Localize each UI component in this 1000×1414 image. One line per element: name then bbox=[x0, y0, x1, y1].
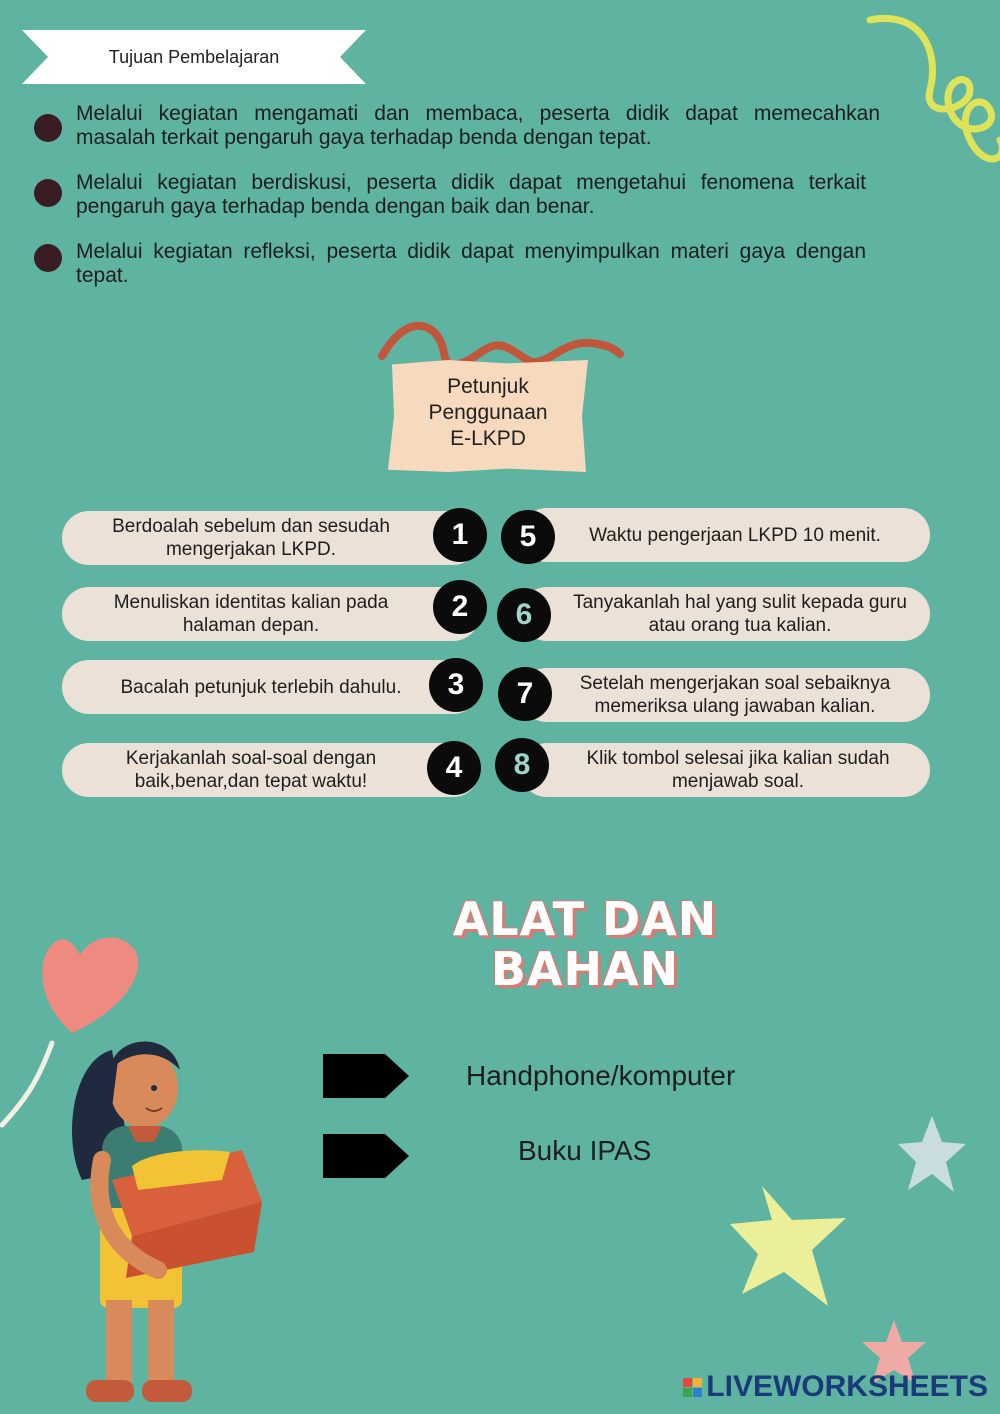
step-text: Setelah mengerjakan soal sebaiknya memeriksa ulang jawaban kalian. bbox=[579, 673, 891, 717]
step-pill bbox=[62, 743, 480, 797]
step-text: Berdoalah sebelum dan sesudah mengerjakan LKPD. bbox=[112, 516, 390, 560]
tools-title-line: BAHAN bbox=[490, 942, 680, 996]
step-pill bbox=[62, 587, 480, 641]
objective-text: Melalui kegiatan berdiskusi, peserta didik dapat mengetahui fenomena terkait pengaruh gaya terhadap benda dengan baik dan benar. bbox=[76, 171, 866, 218]
step-number-badge: 6 bbox=[497, 588, 551, 642]
banner-label: Tujuan Pembelajaran bbox=[108, 46, 280, 67]
objective-item bbox=[34, 240, 866, 292]
step-number-badge: 8 bbox=[495, 738, 549, 792]
girl-with-box-illustration bbox=[62, 1030, 272, 1414]
step-text: Waktu pengerjaan LKPD 10 menit. bbox=[589, 524, 881, 546]
step-number-badge: 7 bbox=[498, 667, 552, 721]
step-text: Bacalah petunjuk terlebih dahulu. bbox=[120, 676, 402, 698]
learning-goals-banner bbox=[22, 30, 366, 84]
step-number-badge: 1 bbox=[433, 508, 487, 562]
tools-title bbox=[420, 894, 750, 994]
star-icon bbox=[728, 1184, 868, 1310]
step-text: Kerjakanlah soal-soal dengan baik,benar,dan tepat waktu! bbox=[125, 748, 377, 792]
step-text: Tanyakanlah hal yang sulit kepada guru atau orang tua kalian. bbox=[573, 592, 907, 636]
material-item: Buku IPAS bbox=[518, 1135, 652, 1166]
arrow-tag-icon bbox=[323, 1134, 409, 1178]
step-pill bbox=[520, 668, 930, 722]
step-text: Menuliskan identitas kalian pada halaman depan. bbox=[113, 592, 389, 636]
objective-text: Melalui kegiatan refleksi, peserta didik dapat menyimpulkan materi gaya dengan tepat. bbox=[76, 240, 866, 287]
step-pill bbox=[62, 660, 480, 714]
objective-item bbox=[34, 171, 866, 223]
step-number-badge: 4 bbox=[427, 741, 481, 795]
note-title bbox=[388, 374, 588, 452]
liveworksheets-mark-icon bbox=[683, 1378, 702, 1397]
instructions-note bbox=[378, 318, 626, 478]
objective-text: Melalui kegiatan mengamati dan membaca, peserta didik dapat memecahkan masalah terkait pengaruh gaya terhadap benda dengan tepat. bbox=[76, 102, 880, 149]
step-number-badge: 2 bbox=[433, 580, 487, 634]
step-pill bbox=[62, 511, 480, 565]
bullet-dot bbox=[34, 179, 62, 207]
arrow-tag-icon bbox=[323, 1054, 409, 1098]
step-number-badge: 5 bbox=[501, 510, 555, 564]
objective-item bbox=[34, 102, 880, 154]
squiggle-decoration bbox=[860, 10, 1000, 200]
bullet-dot bbox=[34, 244, 62, 272]
step-number-badge: 3 bbox=[429, 658, 483, 712]
note-line: E-LKPD bbox=[450, 427, 526, 450]
liveworksheets-logo bbox=[683, 1370, 988, 1404]
step-pill bbox=[520, 508, 930, 562]
step-text: Klik tombol selesai jika kalian sudah menjawab soal. bbox=[586, 748, 890, 792]
brand-text: LIVEWORKSHEETS bbox=[706, 1370, 988, 1403]
bullet-dot bbox=[34, 114, 62, 142]
note-line: Petunjuk bbox=[447, 375, 529, 398]
material-item: Handphone/komputer bbox=[466, 1060, 736, 1091]
note-line: Penggunaan bbox=[428, 401, 548, 424]
tools-title-line: ALAT DAN bbox=[452, 892, 718, 946]
step-pill bbox=[520, 743, 930, 797]
star-icon bbox=[896, 1114, 968, 1196]
step-pill bbox=[520, 587, 930, 641]
